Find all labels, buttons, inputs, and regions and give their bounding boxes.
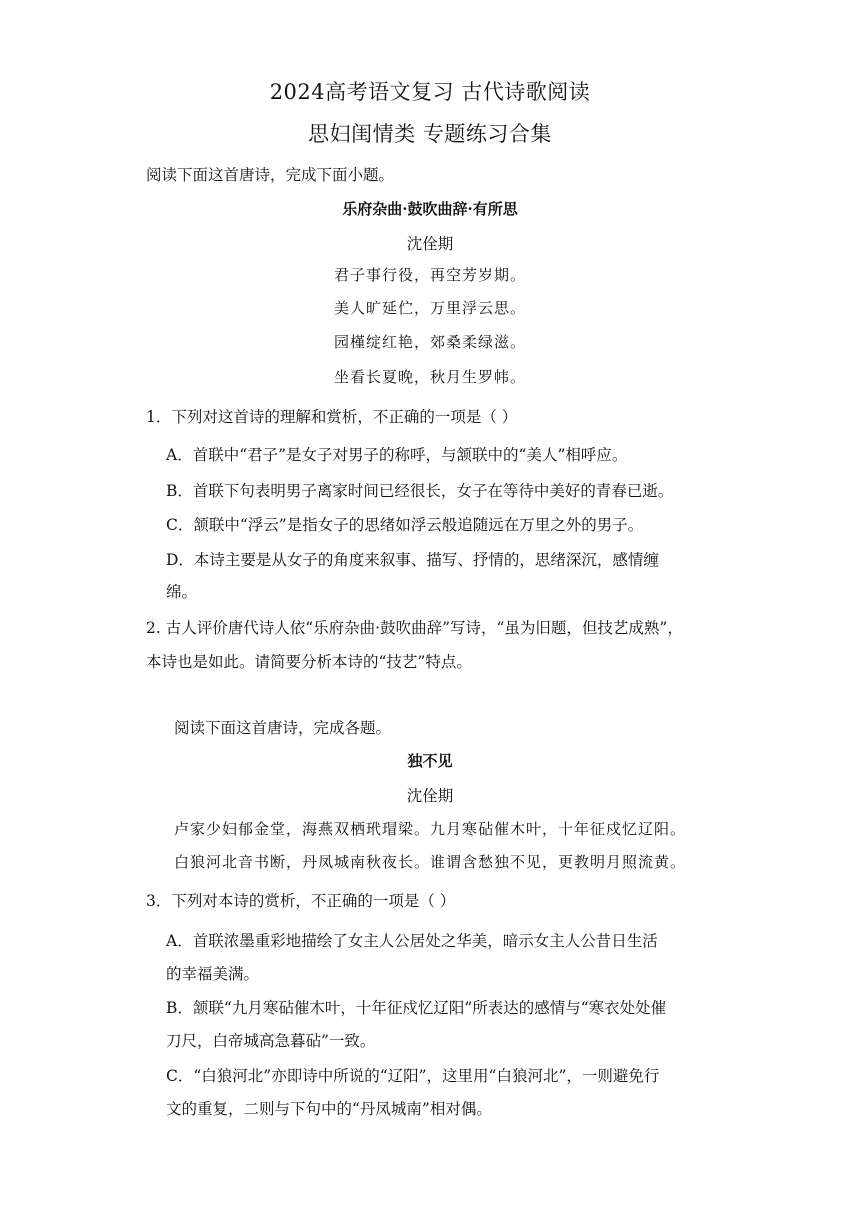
question-3-option-c-cont: 文的重复，二则与下句中的“丹凤城南”相对偶。 [166, 1100, 492, 1118]
question-1-option-c: C．颔联中“浮云”是指女子的思绪如浮云般追随远在万里之外的男子。 [166, 516, 644, 534]
section1-poem-line: 园槿绽红艳，郊桑柔绿滋。 [333, 333, 526, 351]
question-1-option-a: A．首联中“君子”是女子对男子的称呼，与颔联中的“美人”相呼应。 [166, 446, 628, 464]
question-2-line1: 2. 古人评价唐代诗人依“乐府杂曲·鼓吹曲辞”写诗，“虽为旧题，但技艺成熟”， [146, 619, 683, 637]
section2-poem-author: 沈佺期 [406, 787, 454, 805]
question-3-stem: 3．下列对本诗的赏析，不正确的一项是（ ） [146, 892, 456, 910]
doc-title-line2: 思妇闺情类 专题练习合集 [308, 122, 552, 146]
question-3-option-c: C．“白狼河北”亦即诗中所说的“辽阳”，这里用“白狼河北”，一则避免行 [166, 1067, 660, 1085]
question-3-option-a-cont: 的幸福美满。 [166, 965, 260, 983]
section1-poem-line: 坐看长夏晚，秋月生罗帏。 [333, 368, 526, 386]
section2-poem-line: 卢家少妇郁金堂，海燕双栖玳瑁梁。九月寒砧催木叶，十年征戍忆辽阳。 [173, 820, 686, 838]
question-1-option-d: D．本诗主要是从女子的角度来叙事、描写、抒情的，思绪深沉，感情缠 [166, 551, 659, 569]
question-1-stem: 1．下列对这首诗的理解和赏析，不正确的一项是（ ） [146, 408, 518, 426]
question-1-option-d-cont: 绵。 [166, 583, 198, 601]
section2-instruction: 阅读下面这首唐诗，完成各题。 [174, 719, 392, 737]
question-3-option-b-cont: 刀尺，白帝城高急暮砧”一致。 [166, 1032, 376, 1050]
section1-poem-line: 君子事行役，再空芳岁期。 [333, 266, 526, 284]
section1-poem-author: 沈佺期 [406, 235, 454, 253]
section2-poem-line: 白狼河北音书断，丹凤城南秋夜长。谁谓含愁独不见，更教明月照流黄。 [173, 853, 686, 871]
section1-instruction: 阅读下面这首唐诗，完成下面小题。 [146, 166, 395, 184]
section2-poem-title: 独不见 [407, 752, 453, 770]
question-2-line2: 本诗也是如此。请简要分析本诗的“技艺”特点。 [146, 653, 472, 671]
doc-title-line1: 2024高考语文复习 古代诗歌阅读 [269, 80, 591, 104]
section1-poem-title: 乐府杂曲·鼓吹曲辞·有所思 [342, 200, 518, 218]
question-1-option-b: B．首联下句表明男子离家时间已经很长，女子在等待中美好的青春已逝。 [166, 482, 674, 500]
section1-poem-line: 美人旷延伫，万里浮云思。 [333, 299, 526, 317]
question-3-option-a: A．首联浓墨重彩地描绘了女主人公居处之华美，暗示女主人公昔日生活 [166, 932, 658, 950]
question-3-option-b: B．颔联“九月寒砧催木叶，十年征戍忆辽阳”所表达的感情与“寒衣处处催 [166, 999, 667, 1017]
